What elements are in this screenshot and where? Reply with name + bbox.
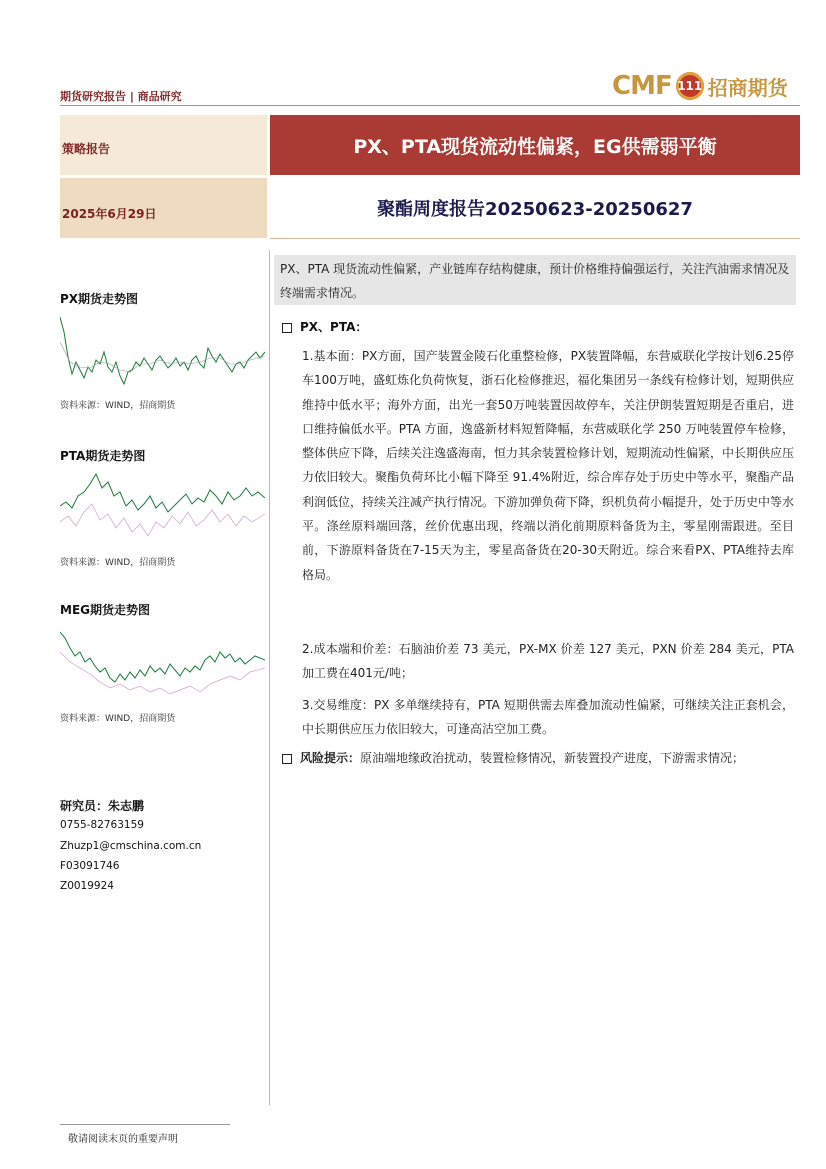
footer-rule bbox=[60, 1124, 230, 1125]
cost-paragraph bbox=[302, 637, 794, 686]
header-rule bbox=[60, 105, 800, 106]
pta-futures-chart bbox=[60, 466, 265, 546]
summary-box: PX、PTA 现货流动性偏紧，产业链库存结构健康，预计价格维持偏强运行，关注汽油需求情况及终端需求情况。 bbox=[274, 255, 796, 305]
report-category: 期货研究报告 | 商品研究 bbox=[60, 90, 182, 103]
section-heading bbox=[282, 318, 367, 335]
meg-chart-title: MEG期货走势图 bbox=[60, 603, 150, 617]
meg-futures-chart bbox=[60, 622, 265, 702]
section-heading-text: PX、PTA： bbox=[300, 320, 368, 334]
px-futures-chart bbox=[60, 312, 265, 392]
logo-cmf-text: CMF bbox=[612, 71, 672, 101]
risk-label: 风险提示： bbox=[300, 751, 361, 765]
logo-chinese-name: 招商期货 bbox=[707, 75, 788, 100]
checkbox-bullet-icon bbox=[282, 754, 292, 764]
pta-chart-title: PTA期货走势图 bbox=[60, 449, 146, 463]
fundamentals-paragraph bbox=[302, 344, 794, 587]
researcher-name: 研究员：朱志鹏 bbox=[60, 799, 145, 813]
researcher-phone: 0755-82763159 bbox=[60, 819, 144, 831]
subtitle-rule bbox=[270, 238, 800, 239]
px-chart-title: PX期货走势图 bbox=[60, 292, 139, 306]
company-logo bbox=[612, 70, 788, 102]
risk-notice bbox=[282, 746, 794, 770]
researcher-email[interactable]: Zhuzp1@cmschina.com.cn bbox=[60, 840, 202, 852]
fundamentals-text: 1.基本面：PX方面，国产装置金陵石化重整检修，PX装置降幅，东营威联化学按计划6.25停车100万吨，盛虹炼化负荷恢复，浙石化检修推迟，福化集团另一条线有检修计划，短期供应维持中低水平；海外方面，出光一套50万吨装置因故停车，关注伊朗装置短期是否重启，进口维持偏低水平。PTA 方面，逸盛新材料短暂降幅，东营威联化学 250 万吨装置停车检修，整体供应下降，后续关注逸盛海南，恒力其余装置检修计划，短期流动性偏紧，中长期供应压力依旧较大。聚酯负荷环比小幅下降至 91.4%附近，综合库存处于历史中等水平，聚酯产品利润低位，持续关注减产执行情况。下游加弹负荷下降，织机负荷小幅提升，处于历史中等水平。涤丝原料端回落，丝价优惠出现，终端以消化前期原料备货为主，零星刚需跟进。至目前，下游原料备货在7-15天为主，零星高备货在20-30天附近。综合来看PX、PTA维持去库格局。 bbox=[302, 349, 795, 582]
footer-disclaimer: 敬请阅读末页的重要声明 bbox=[68, 1134, 178, 1145]
researcher-license-z: Z0019924 bbox=[60, 880, 114, 892]
cost-text: 2.成本端和价差：石脑油价差 73 美元，PX-MX 价差 127 美元，PXN 价差 284 美元，PTA加工费在401元/吨； bbox=[302, 642, 794, 681]
trading-text: 3.交易维度：PX 多单继续持有，PTA 短期供需去库叠加流动性偏紧，可继续关注正套机会，中长期供应压力依旧较大，可逢高沽空加工费。 bbox=[302, 698, 794, 737]
checkbox-bullet-icon bbox=[282, 323, 292, 333]
pta-chart-source: 资料来源：WIND，招商期货 bbox=[60, 558, 176, 568]
report-type: 策略报告 bbox=[62, 142, 111, 156]
researcher-license-f: F03091746 bbox=[60, 860, 120, 872]
report-title: PX、PTA现货流动性偏紧，EG供需弱平衡 bbox=[270, 115, 800, 175]
trading-paragraph bbox=[302, 693, 794, 742]
logo-mark-icon: 111 bbox=[676, 72, 704, 100]
px-chart-source: 资料来源：WIND，招商期货 bbox=[60, 401, 176, 411]
report-subtitle: 聚酯周度报告20250623-20250627 bbox=[377, 199, 693, 220]
column-divider bbox=[269, 250, 270, 1105]
risk-text: 原油端地缘政治扰动，装置检修情况，新装置投产进度，下游需求情况； bbox=[360, 751, 745, 765]
meg-chart-source: 资料来源：WIND，招商期货 bbox=[60, 714, 176, 724]
report-date: 2025年6月29日 bbox=[62, 207, 157, 221]
